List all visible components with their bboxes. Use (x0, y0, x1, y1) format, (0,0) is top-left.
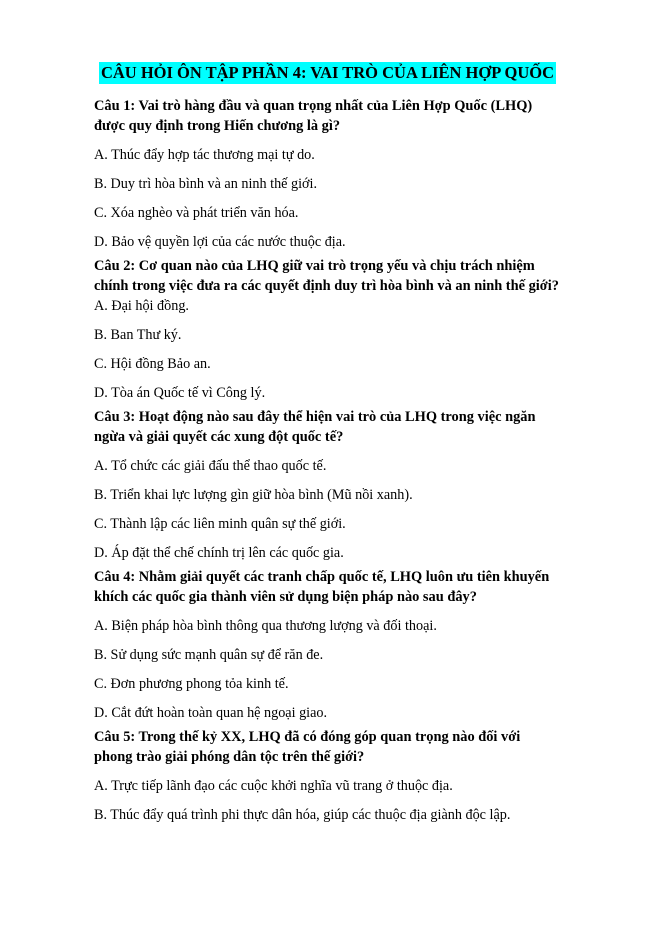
question-3-option-c: C. Thành lập các liên minh quân sự thế giới. (94, 516, 346, 532)
question-3-line-1: Câu 3: Hoạt động nào sau đây thể hiện vai trò của LHQ trong việc ngăn (94, 409, 536, 425)
document-title: CÂU HỎI ÔN TẬP PHẦN 4: VAI TRÒ CỦA LIÊN HỢP QUỐC (100, 63, 555, 82)
question-1-option-d: D. Bảo vệ quyền lợi của các nước thuộc địa. (94, 234, 346, 250)
question-1-option-c: C. Xóa nghèo và phát triển văn hóa. (94, 205, 299, 221)
question-2-option-d: D. Tòa án Quốc tế vì Công lý. (94, 385, 266, 401)
question-2 (94, 256, 614, 403)
question-1-line-1: Câu 1: Vai trò hàng đầu và quan trọng nhất của Liên Hợp Quốc (LHQ) (94, 98, 533, 114)
question-4-option-c: C. Đơn phương phong tỏa kinh tế. (94, 676, 289, 692)
question-3-line-2: ngừa và giải quyết các xung đột quốc tế? (94, 429, 344, 445)
question-5-line-2: phong trào giải phóng dân tộc trên thế giới? (94, 749, 365, 765)
question-5 (94, 727, 614, 825)
question-3-option-b: B. Triển khai lực lượng gìn giữ hòa bình (Mũ nồi xanh). (94, 487, 413, 503)
question-4 (94, 567, 614, 723)
title-wrap (0, 62, 655, 84)
question-2-line-2: chính trong việc đưa ra các quyết định duy trì hòa bình và an ninh thế giới? (94, 278, 559, 294)
question-4-option-d: D. Cắt đứt hoàn toàn quan hệ ngoại giao. (94, 705, 328, 721)
question-5-option-b: B. Thúc đẩy quá trình phi thực dân hóa, giúp các thuộc địa giành độc lập. (94, 807, 511, 823)
question-list (94, 96, 614, 825)
question-5-option-a: A. Trực tiếp lãnh đạo các cuộc khởi nghĩa vũ trang ở thuộc địa. (94, 778, 453, 794)
question-1 (94, 96, 614, 252)
question-4-option-a: A. Biện pháp hòa bình thông qua thương lượng và đối thoại. (94, 618, 437, 634)
question-5-line-1: Câu 5: Trong thế kỷ XX, LHQ đã có đóng góp quan trọng nào đối với (94, 729, 521, 745)
question-2-option-c: C. Hội đồng Bảo an. (94, 356, 211, 372)
question-1-line-2: được quy định trong Hiến chương là gì? (94, 118, 341, 134)
question-2-option-b: B. Ban Thư ký. (94, 327, 182, 343)
question-4-line-2: khích các quốc gia thành viên sử dụng biện pháp nào sau đây? (94, 589, 477, 605)
question-4-line-1: Câu 4: Nhằm giải quyết các tranh chấp quốc tế, LHQ luôn ưu tiên khuyến (94, 569, 550, 585)
question-3-option-a: A. Tổ chức các giải đấu thể thao quốc tế. (94, 458, 327, 474)
question-3-option-d: D. Áp đặt thể chế chính trị lên các quốc gia. (94, 545, 344, 561)
question-1-option-b: B. Duy trì hòa bình và an ninh thế giới. (94, 176, 318, 192)
question-1-option-a: A. Thúc đẩy hợp tác thương mại tự do. (94, 147, 315, 163)
question-2-option-a: A. Đại hội đồng. (94, 298, 189, 314)
question-2-line-1: Câu 2: Cơ quan nào của LHQ giữ vai trò trọng yếu và chịu trách nhiệm (94, 258, 535, 274)
question-4-option-b: B. Sử dụng sức mạnh quân sự để răn đe. (94, 647, 324, 663)
question-3 (94, 407, 614, 563)
